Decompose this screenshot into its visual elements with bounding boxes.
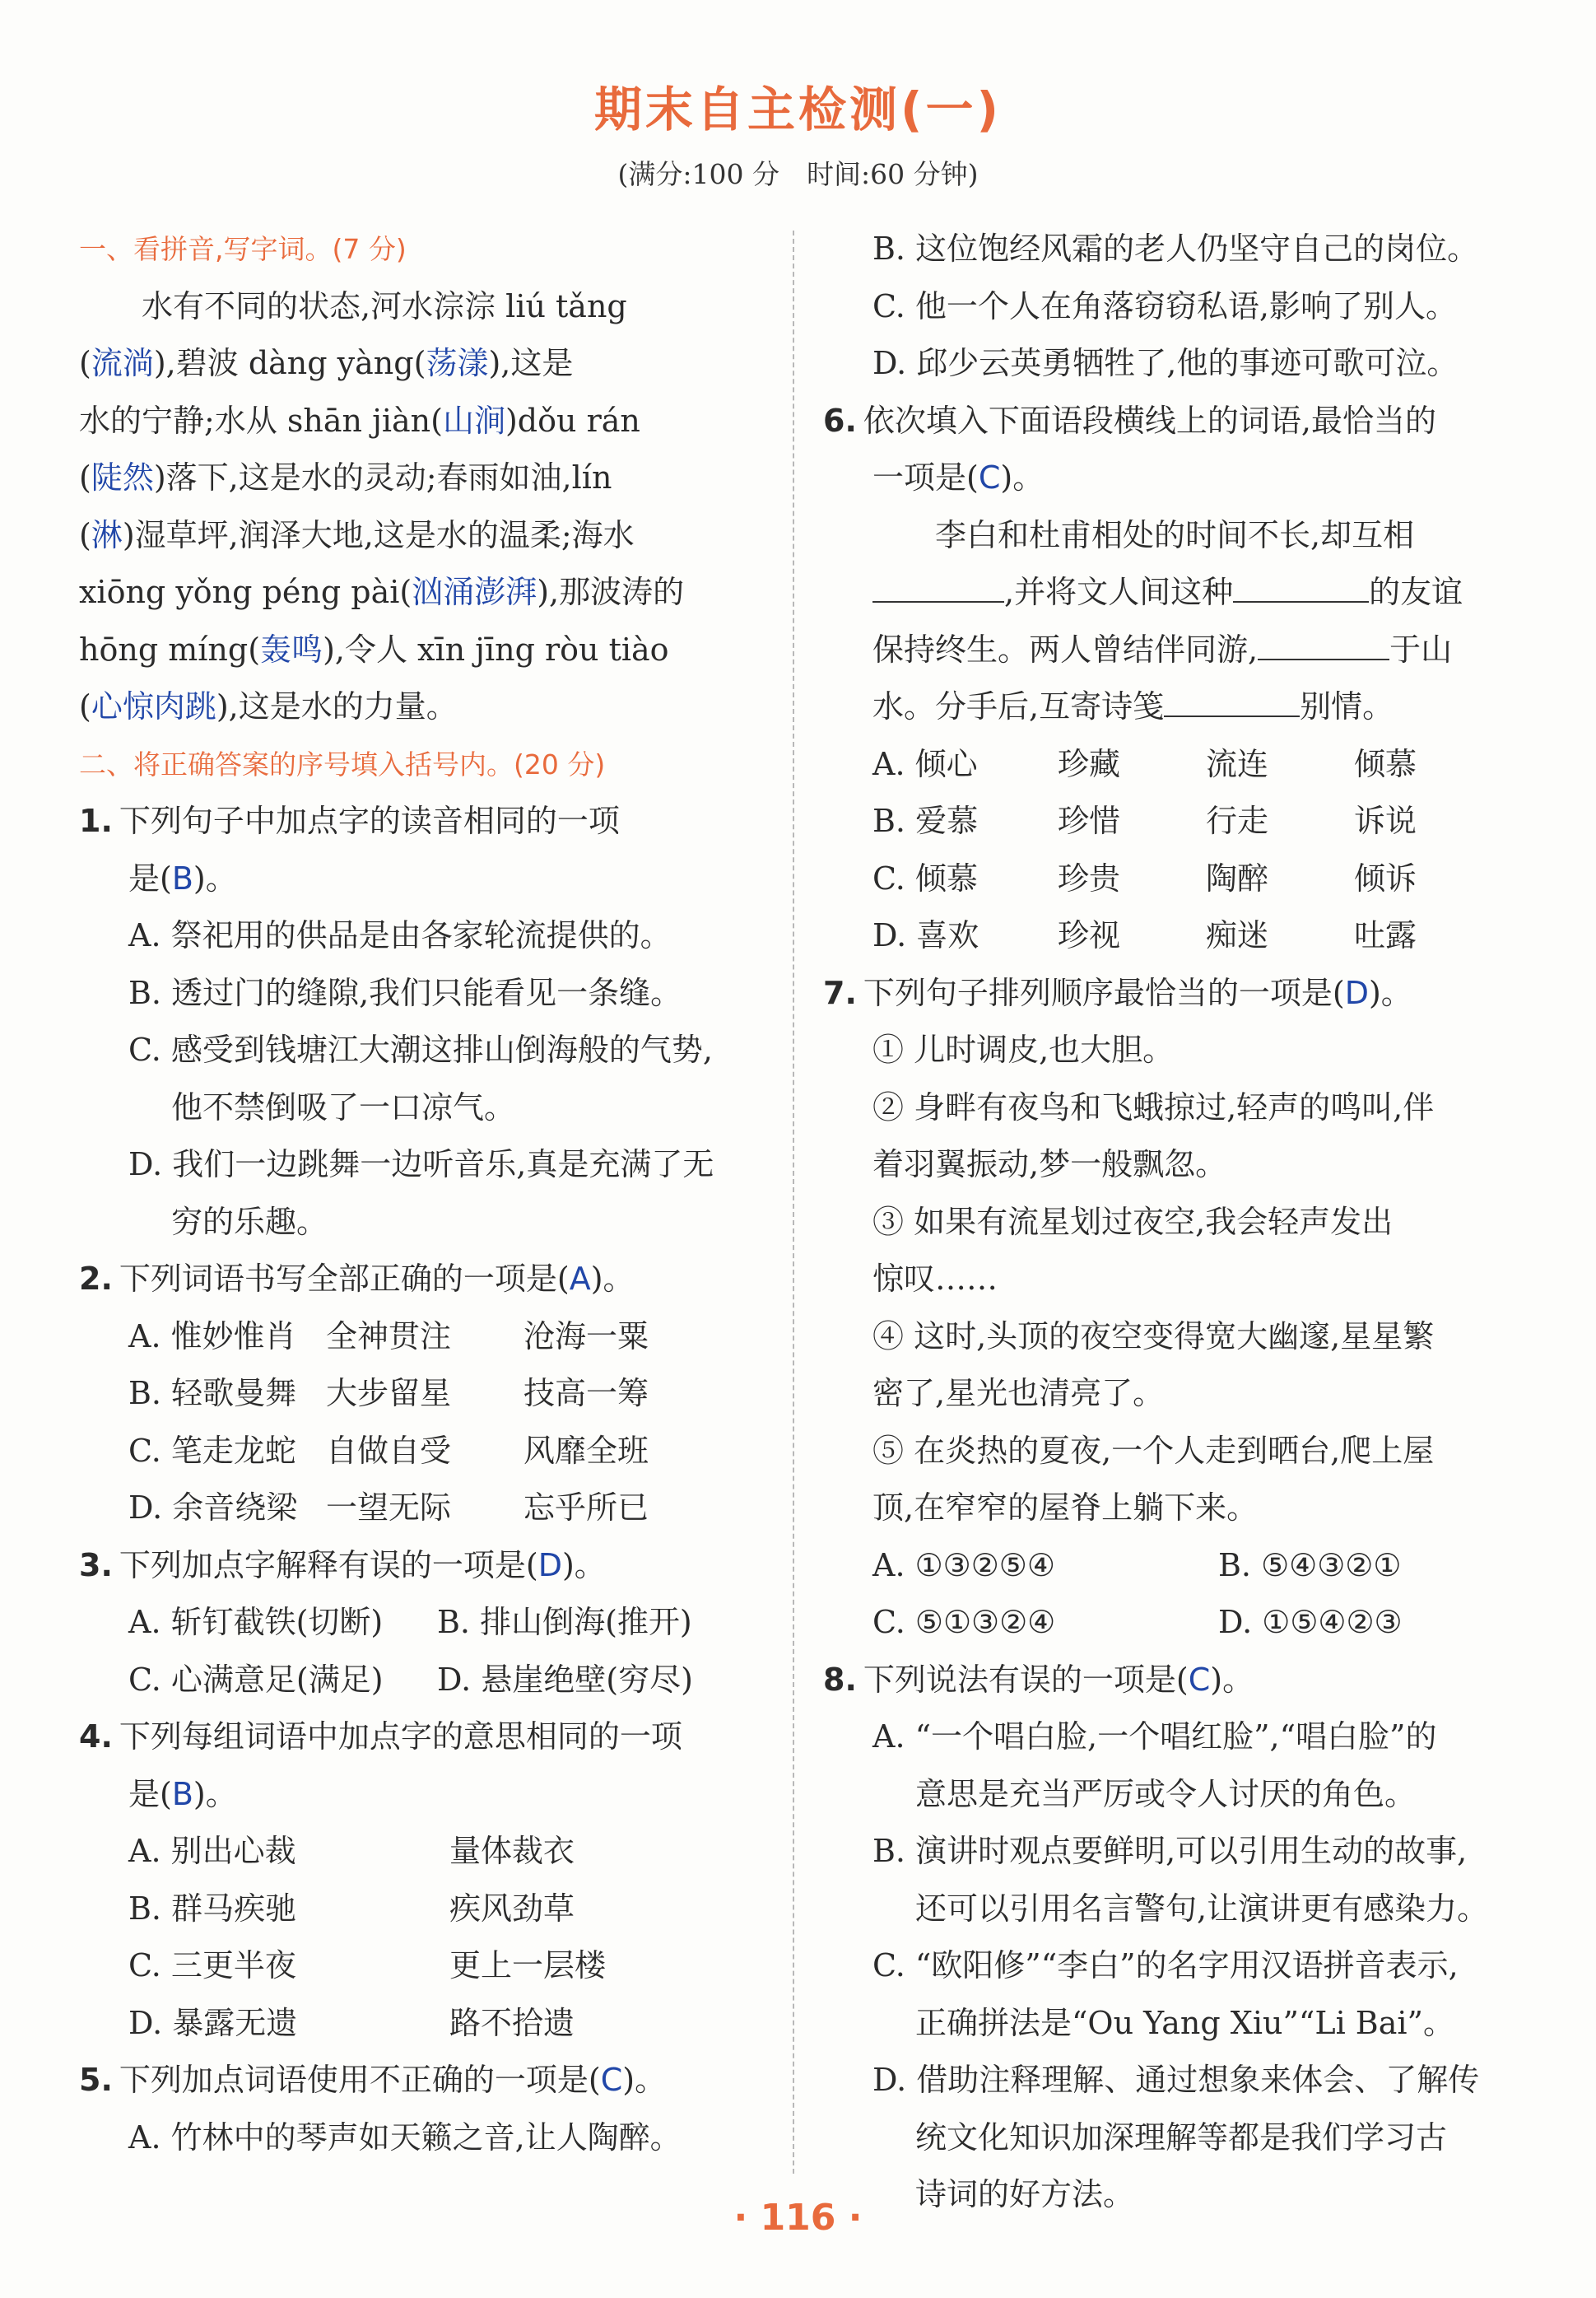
option-row: A. 惟妙惟肖 全神贯注 沧海一粟 — [128, 1317, 649, 1354]
answer-text: A — [569, 1261, 591, 1297]
option-row: C. 倾慕 珍贵 陶醉 倾诉 — [872, 860, 1417, 897]
answer-text: 陡然 — [91, 459, 154, 496]
option-line: 他不禁倒吸了一口凉气。 — [171, 1088, 516, 1126]
left-column — [79, 221, 770, 2166]
option-row: D. 暴露无遗 路不拾遗 — [128, 2004, 575, 2041]
passage-line: 水有不同的状态,河水淙淙 liú tǎng — [79, 287, 627, 324]
option-line: C. 感受到钱塘江大潮这排山倒海般的气势, — [128, 1032, 713, 1068]
option-line: B. 透过门的缝隙,我们只能看见一条缝。 — [128, 974, 682, 1011]
fill-blank — [1164, 688, 1300, 717]
option-line: 诗词的好方法。 — [915, 2176, 1135, 2212]
exam-info: (满分:100 分 时间:60 分钟) — [617, 158, 979, 190]
question-3: 3. 下列加点字解释有误的一项是(D)。 — [79, 1546, 606, 1583]
option-line: 意思是充当严厉或令人讨厌的角色。 — [915, 1775, 1417, 1812]
passage-line: 保持终生。两人曾结伴同游, 于山 — [872, 631, 1453, 668]
answer-text: 流淌 — [91, 345, 154, 381]
answer-text: B — [171, 860, 193, 897]
answer-text: B — [171, 1775, 193, 1812]
column-divider — [793, 231, 794, 2174]
option-row: B. 轻歌曼舞 大步留星 技高一筹 — [128, 1375, 649, 1411]
sentence-line: ③ 如果有流星划过夜空,我会轻声发出 — [872, 1203, 1394, 1240]
option-row: B. 爱慕 珍惜 行走 诉说 — [872, 803, 1417, 839]
page-number: · 116 · — [733, 2197, 863, 2239]
answer-text: 山涧 — [442, 402, 505, 439]
answer-text: D — [537, 1546, 562, 1583]
sentence-line: ④ 这时,头顶的夜空变得宽大幽邃,星星繁 — [872, 1317, 1435, 1354]
page-title: 期末自主检测(一) — [593, 82, 1003, 138]
option-row: A. 别出心裁 量体裁衣 — [128, 1833, 575, 1869]
sentence-line: 着羽翼振动,梦一般飘忽。 — [872, 1146, 1227, 1182]
option-row: A. 斩钉截铁(切断) B. 排山倒海(推开) — [128, 1604, 692, 1640]
fill-blank — [1233, 573, 1369, 603]
answer-text: 淋 — [91, 516, 123, 553]
option-line: 穷的乐趣。 — [171, 1203, 328, 1240]
sentence-line: ② 身畔有夜鸟和飞蛾掠过,轻声的鸣叫,伴 — [872, 1088, 1435, 1126]
option-line: A. 竹林中的琴声如天籁之音,让人陶醉。 — [128, 2119, 682, 2156]
option-line: D. 我们一边跳舞一边听音乐,真是充满了无 — [128, 1146, 714, 1182]
option-row: C. 笔走龙蛇 自做自受 风靡全班 — [128, 1432, 649, 1469]
question-1: 1. 下列句子中加点字的读音相同的一项 — [79, 803, 620, 839]
option-line: D. 借助注释理解、通过想象来体会、了解传 — [872, 2062, 1480, 2098]
passage-line: hōng míng(轰鸣),令人 xīn jīng ròu tiào — [79, 631, 669, 668]
answer-text: 轰鸣 — [260, 631, 323, 668]
option-line: B. 演讲时观点要鲜明,可以引用生动的故事, — [872, 1833, 1468, 1869]
question-8: 8. 下列说法有误的一项是(C)。 — [823, 1661, 1254, 1698]
sentence-line: 密了,星光也清亮了。 — [872, 1375, 1165, 1411]
option-line: A. “一个唱白脸,一个唱红脸”,“唱白脸”的 — [872, 1718, 1437, 1755]
option-row: C. 心满意足(满足) D. 悬崖绝壁(穷尽) — [128, 1661, 693, 1698]
question-2: 2. 下列词语书写全部正确的一项是(A)。 — [79, 1261, 635, 1297]
option-row: A. 倾心 珍藏 流连 倾慕 — [872, 745, 1417, 782]
option-line: 还可以引用名言警句,让演讲更有感染力。 — [915, 1890, 1489, 1927]
answer-text: 汹涌澎湃 — [412, 574, 537, 610]
question-6: 6. 依次填入下面语段横线上的词语,最恰当的 — [823, 402, 1436, 439]
answer-text: C — [978, 459, 1001, 496]
answer-text: C — [1188, 1661, 1211, 1698]
sentence-line: 惊叹…… — [872, 1261, 998, 1297]
passage-line: (流淌),碧波 dàng yàng(荡漾),这是 — [79, 345, 574, 381]
right-column — [823, 221, 1506, 2224]
question-5: 5. 下列加点词语使用不正确的一项是(C)。 — [79, 2062, 667, 2098]
passage-line: (淋)湿草坪,润泽大地,这是水的温柔;海水 — [79, 516, 635, 553]
option-row: C. 三更半夜 更上一层楼 — [128, 1947, 607, 1983]
section-heading-2: 二、将正确答案的序号填入括号内。(20 分) — [79, 748, 606, 781]
option-row: D. 喜欢 珍视 痴迷 吐露 — [872, 917, 1417, 953]
answer-text: 心惊肉跳 — [91, 688, 216, 725]
option-line: C. “欧阳修”“李白”的名字用汉语拼音表示, — [872, 1947, 1459, 1983]
option-line: 统文化知识加深理解等都是我们学习古 — [915, 2119, 1448, 2156]
option-line: B. 这位饱经风霜的老人仍坚守自己的岗位。 — [872, 231, 1479, 267]
option-row: B. 群马疾驰 疾风劲草 — [128, 1890, 575, 1927]
sentence-line: ① 儿时调皮,也大胆。 — [872, 1032, 1175, 1068]
fill-blank — [1258, 631, 1389, 660]
passage-line: 水。分手后,互寄诗笺 别情。 — [872, 688, 1394, 725]
option-row: C. ⑤①③②④ D. ①⑤④②③ — [872, 1604, 1403, 1640]
answer-text: 荡漾 — [426, 345, 489, 381]
option-row: A. ①③②⑤④ B. ⑤④③②① — [872, 1546, 1402, 1583]
section-heading-1: 一、看拼音,写字词。(7 分) — [79, 233, 407, 265]
question-4: 4. 下列每组词语中加点字的意思相同的一项 — [79, 1718, 682, 1755]
option-line: A. 祭祀用的供品是由各家轮流提供的。 — [128, 917, 672, 953]
question-6-cont: 一项是(C)。 — [872, 459, 1045, 496]
option-line: 正确拼法是“Ou Yang Xiu”“Li Bai”。 — [915, 2004, 1454, 2041]
option-line: D. 邱少云英勇牺牲了,他的事迹可歌可泣。 — [872, 345, 1459, 381]
question-4-cont: 是(B)。 — [128, 1775, 237, 1812]
question-7: 7. 下列句子排列顺序最恰当的一项是(D)。 — [823, 974, 1412, 1011]
passage-line: 李白和杜甫相处的时间不长,却互相 — [872, 516, 1415, 553]
fill-blank — [872, 573, 1004, 603]
passage-line: ,并将文人间这种 的友谊 — [823, 564, 1506, 622]
answer-text: D — [1344, 974, 1369, 1011]
sentence-line: ⑤ 在炎热的夏夜,一个人走到晒台,爬上屋 — [872, 1432, 1435, 1469]
question-1-cont: 是(B)。 — [128, 860, 237, 897]
option-row: D. 余音绕梁 一望无际 忘乎所已 — [128, 1489, 649, 1526]
passage-line: 水的宁静;水从 shān jiàn(山涧)dǒu rán — [79, 402, 640, 439]
passage-line: xiōng yǒng péng pài(汹涌澎湃),那波涛的 — [79, 574, 685, 610]
option-line: C. 他一个人在角落窃窃私语,影响了别人。 — [872, 287, 1457, 324]
answer-text: C — [600, 2062, 623, 2098]
sentence-line: 顶,在窄窄的屋脊上躺下来。 — [872, 1489, 1259, 1526]
passage-line: (心惊肉跳),这是水的力量。 — [79, 688, 458, 725]
passage-line: (陡然)落下,这是水的灵动;春雨如油,lín — [79, 459, 612, 496]
